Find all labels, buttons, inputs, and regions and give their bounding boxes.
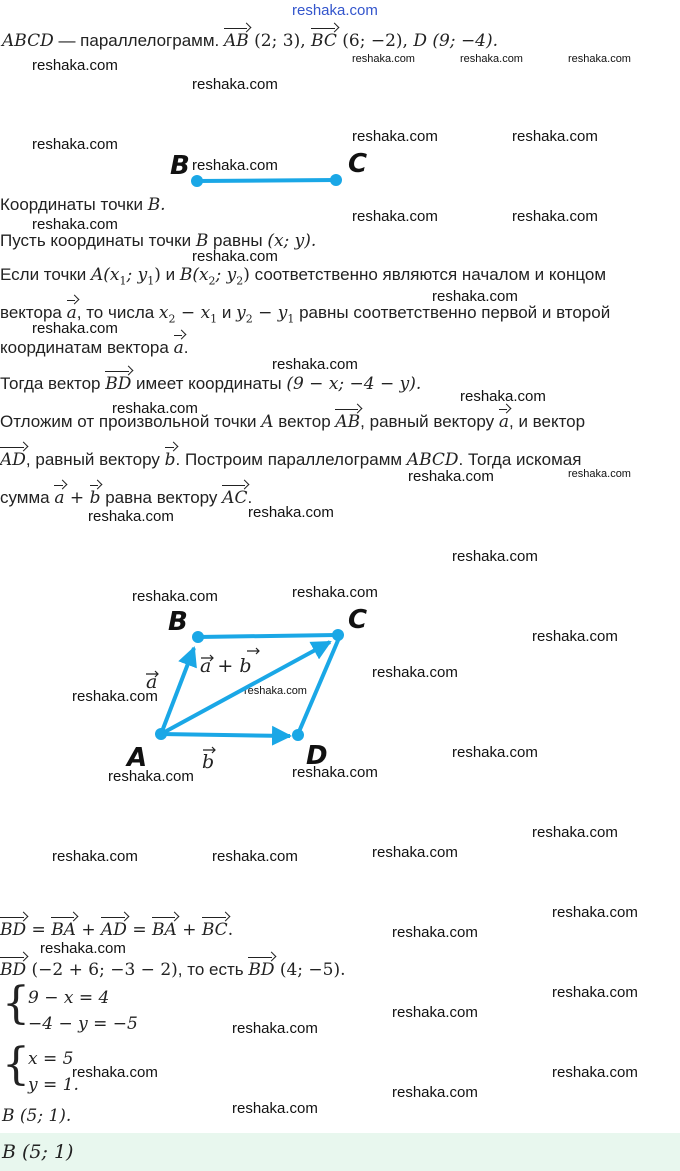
- system1-eq2: −4 − y = −5: [28, 1014, 138, 1034]
- point-b: [191, 175, 203, 187]
- point-c: [330, 174, 342, 186]
- watermark: reshaka.com: [72, 688, 158, 705]
- system1-eq1: 9 − x = 4: [28, 988, 110, 1008]
- equation-bd-coords: BD (−2 + 6; −3 − 2), то есть BD (4; −5).: [0, 960, 346, 980]
- watermark: reshaka.com: [568, 468, 631, 480]
- arrow-over-sum-b: [247, 648, 259, 654]
- watermark: reshaka.com: [272, 356, 358, 373]
- watermark: reshaka.com: [452, 744, 538, 761]
- watermark: reshaka.com: [192, 248, 278, 265]
- watermark: reshaka.com: [372, 664, 458, 681]
- figure-segment-bc: [150, 140, 390, 200]
- watermark: reshaka.com: [248, 504, 334, 521]
- watermark: reshaka.com: [32, 216, 118, 233]
- watermark: reshaka.com: [532, 824, 618, 841]
- watermark: reshaka.com: [132, 588, 218, 605]
- text-line: Если точки $A(x_1$; $y_1$) и $B(x_2$; $y_2$) соответственно являются началом и концом: [0, 265, 607, 288]
- vector-a: [161, 648, 194, 734]
- point-d: [292, 729, 304, 741]
- side-cd: [298, 638, 339, 734]
- watermark: reshaka.com: [52, 848, 138, 865]
- label-c: C: [348, 605, 368, 635]
- label-a: A: [127, 743, 148, 773]
- text-line: координатам вектора a.: [0, 338, 189, 358]
- watermark: reshaka.com: [72, 1064, 158, 1081]
- label-d: D: [306, 741, 328, 771]
- watermark: reshaka.com: [552, 1064, 638, 1081]
- segment-bc: [197, 180, 336, 181]
- label-vector-b: b: [202, 751, 215, 773]
- label-b: B: [168, 607, 188, 637]
- watermark: reshaka.com: [460, 53, 523, 65]
- watermark: reshaka.com: [352, 53, 415, 65]
- system-brace: {: [2, 1039, 30, 1090]
- watermark: reshaka.com: [408, 468, 494, 485]
- watermark: reshaka.com: [372, 844, 458, 861]
- section-heading: Координаты точки B.: [0, 195, 166, 215]
- watermark: reshaka.com: [192, 157, 278, 174]
- watermark: reshaka.com: [352, 208, 438, 225]
- watermark: reshaka.com: [460, 388, 546, 405]
- label-sum: a + b: [200, 655, 252, 677]
- watermark: reshaka.com: [532, 628, 618, 645]
- point-a: [155, 728, 167, 740]
- label-c: C: [348, 149, 368, 179]
- watermark: reshaka.com: [452, 548, 538, 565]
- answer-text: B (5; 1): [2, 1141, 74, 1163]
- watermark: reshaka.com: [432, 288, 518, 305]
- watermark: reshaka.com: [232, 1020, 318, 1037]
- watermark: reshaka.com: [552, 984, 638, 1001]
- watermark: reshaka.com: [244, 685, 307, 697]
- side-bc: [198, 635, 336, 637]
- text-line: сумма a + b равна вектору AC.: [0, 488, 253, 508]
- watermark: reshaka.com: [568, 53, 631, 65]
- problem-statement: ABCD — параллелограмм. AB (2; 3), BC (6; −2), D (9; −4).: [2, 31, 499, 51]
- text-line: вектора a, то числа $x_2 - x_1$ и $y_2 - y_1$ равны соответственно первой и второй: [0, 303, 611, 326]
- watermark: reshaka.com: [512, 208, 598, 225]
- text-line: Тогда вектор BD имеет координаты (9 − x; −4 − y).: [0, 374, 422, 394]
- watermark: reshaka.com: [392, 924, 478, 941]
- watermark: reshaka.com: [108, 768, 194, 785]
- point-c: [332, 629, 344, 641]
- watermark: reshaka.com: [212, 848, 298, 865]
- answer-box: [0, 1133, 680, 1171]
- watermark: reshaka.com: [292, 764, 378, 781]
- watermark: reshaka.com: [112, 400, 198, 417]
- text-line: Отложим от произвольной точки A вектор AB, равный вектору a, и вектор: [0, 412, 586, 432]
- watermark: reshaka.com: [40, 940, 126, 957]
- equation-bd: BD = BA + AD = BA + BC.: [0, 920, 234, 940]
- label-vector-a: a: [146, 671, 158, 693]
- point-b: [192, 631, 204, 643]
- system2-eq1: x = 5: [28, 1049, 74, 1069]
- watermark: reshaka.com: [392, 1004, 478, 1021]
- watermark: reshaka.com: [352, 128, 438, 145]
- text-line: AD, равный вектору b. Построим параллелограмм ABCD. Тогда искомая: [0, 450, 582, 470]
- system2-eq2: y = 1.: [28, 1075, 79, 1095]
- watermark: reshaka.com: [32, 57, 118, 74]
- watermark: reshaka.com: [192, 76, 278, 93]
- result-line: B (5; 1).: [2, 1106, 72, 1126]
- text-line: Пусть координаты точки B равны (x; y).: [0, 231, 317, 251]
- vector-b: [161, 734, 290, 736]
- watermark: reshaka.com: [512, 128, 598, 145]
- watermark: reshaka.com: [292, 584, 378, 601]
- system-brace: {: [2, 978, 30, 1029]
- watermark: reshaka.com: [32, 320, 118, 337]
- watermark: reshaka.com: [232, 1100, 318, 1117]
- watermark-top: reshaka.com: [292, 2, 378, 19]
- figure-parallelogram: [100, 590, 400, 790]
- watermark: reshaka.com: [88, 508, 174, 525]
- label-b: B: [170, 151, 190, 181]
- watermark: reshaka.com: [552, 904, 638, 921]
- watermark: reshaka.com: [392, 1084, 478, 1101]
- watermark: reshaka.com: [32, 136, 118, 153]
